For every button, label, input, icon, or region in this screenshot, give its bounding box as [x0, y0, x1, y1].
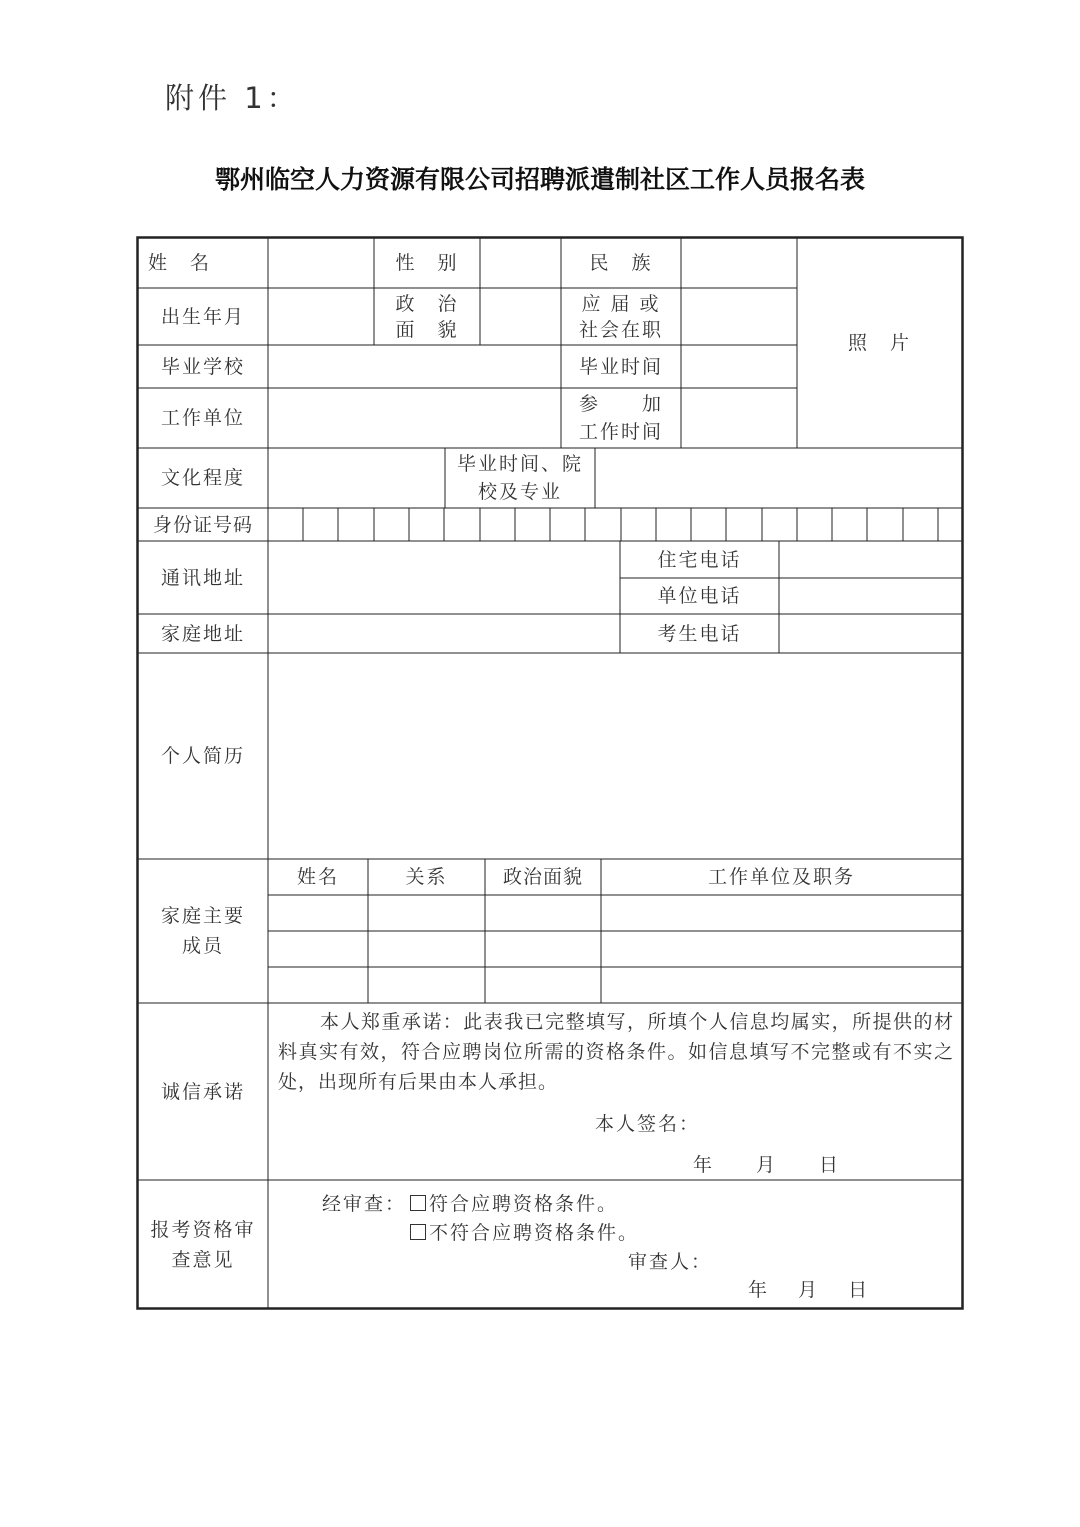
- label-school: 毕业学校: [160, 355, 245, 378]
- checkbox-icon[interactable]: [410, 1224, 426, 1240]
- home-address-field[interactable]: [268, 614, 620, 653]
- employer-field[interactable]: [268, 388, 561, 448]
- label-resume: 个人简历: [160, 745, 245, 767]
- label-home-phone: 住宅电话: [657, 548, 742, 571]
- label-gender: 性 别: [395, 252, 459, 274]
- label-home-address: 家庭地址: [160, 622, 245, 645]
- review-date-label[interactable]: 年 月 日: [748, 1279, 870, 1301]
- signature-label[interactable]: 本人签名：: [595, 1113, 701, 1135]
- review-lead: 经审查：: [322, 1193, 407, 1215]
- family-header-employer: 工作单位及职务: [707, 866, 855, 888]
- label-work-start: 参 加 工作时间: [578, 393, 663, 443]
- status-field[interactable]: [681, 288, 797, 345]
- work-start-field[interactable]: [681, 388, 797, 448]
- ethnicity-field[interactable]: [681, 238, 797, 288]
- political-field[interactable]: [480, 288, 561, 345]
- label-address: 通讯地址: [160, 566, 245, 589]
- gender-field[interactable]: [480, 238, 561, 288]
- reviewer-label[interactable]: 审查人：: [628, 1251, 713, 1273]
- education-field[interactable]: [268, 448, 445, 508]
- label-candidate-phone: 考生电话: [657, 622, 742, 645]
- photo-box[interactable]: 照 片: [847, 332, 911, 354]
- form-title: 鄂州临空人力资源有限公司招聘派遣制社区工作人员报名表: [214, 165, 865, 194]
- family-header-political: 政治面貌: [502, 866, 583, 888]
- family-header-name: 姓名: [296, 866, 339, 888]
- label-status: 应 届 或 社会在职: [578, 292, 663, 341]
- annex-label: 附件 1：: [165, 81, 300, 115]
- grad-time-field[interactable]: [681, 345, 797, 388]
- home-phone-field[interactable]: [779, 541, 962, 578]
- label-education: 文化程度: [160, 467, 245, 489]
- label-name: 姓 名: [148, 252, 212, 274]
- label-political: 政 治 面 貌: [395, 292, 459, 341]
- pledge-text: 本人郑重承诺：此表我已完整填写，所填个人信息均属实，所提供的材料真实有效，符合应聘岗位所需的资格条件。如信息填写不完整或有不实之处，出现所有后果由本人承担。: [278, 1011, 954, 1093]
- resume-field[interactable]: [268, 653, 962, 859]
- label-review: 报考资格审 查意见: [150, 1218, 256, 1271]
- label-family: 家庭主要 成员: [160, 905, 245, 957]
- label-grad-info: 毕业时间、院 校及专业: [456, 453, 583, 503]
- family-row[interactable]: [268, 931, 962, 967]
- review-option-fail[interactable]: 不符合应聘资格条件。: [410, 1218, 639, 1245]
- label-work-phone: 单位电话: [657, 585, 742, 607]
- id-number-boxes[interactable]: [268, 508, 962, 541]
- family-row[interactable]: [268, 967, 962, 1003]
- birth-field[interactable]: [268, 288, 374, 345]
- work-phone-field[interactable]: [779, 578, 962, 614]
- name-field[interactable]: [268, 238, 374, 288]
- label-grad-time: 毕业时间: [578, 355, 663, 378]
- candidate-phone-field[interactable]: [779, 614, 962, 653]
- review-option-pass[interactable]: 符合应聘资格条件。: [410, 1189, 618, 1216]
- label-id-number: 身份证号码: [152, 513, 253, 536]
- checkbox-icon[interactable]: [410, 1195, 426, 1211]
- label-integrity: 诚信承诺: [160, 1080, 245, 1103]
- label-birth: 出生年月: [160, 305, 245, 328]
- address-field[interactable]: [268, 541, 620, 614]
- school-field[interactable]: [268, 345, 561, 388]
- pledge-date-label[interactable]: 年 月 日: [693, 1154, 841, 1176]
- family-header-relation: 关系: [405, 866, 448, 888]
- label-ethnicity: 民 族: [589, 252, 653, 274]
- family-row[interactable]: [268, 895, 962, 931]
- grad-info-field[interactable]: [595, 448, 962, 508]
- label-employer: 工作单位: [160, 407, 245, 429]
